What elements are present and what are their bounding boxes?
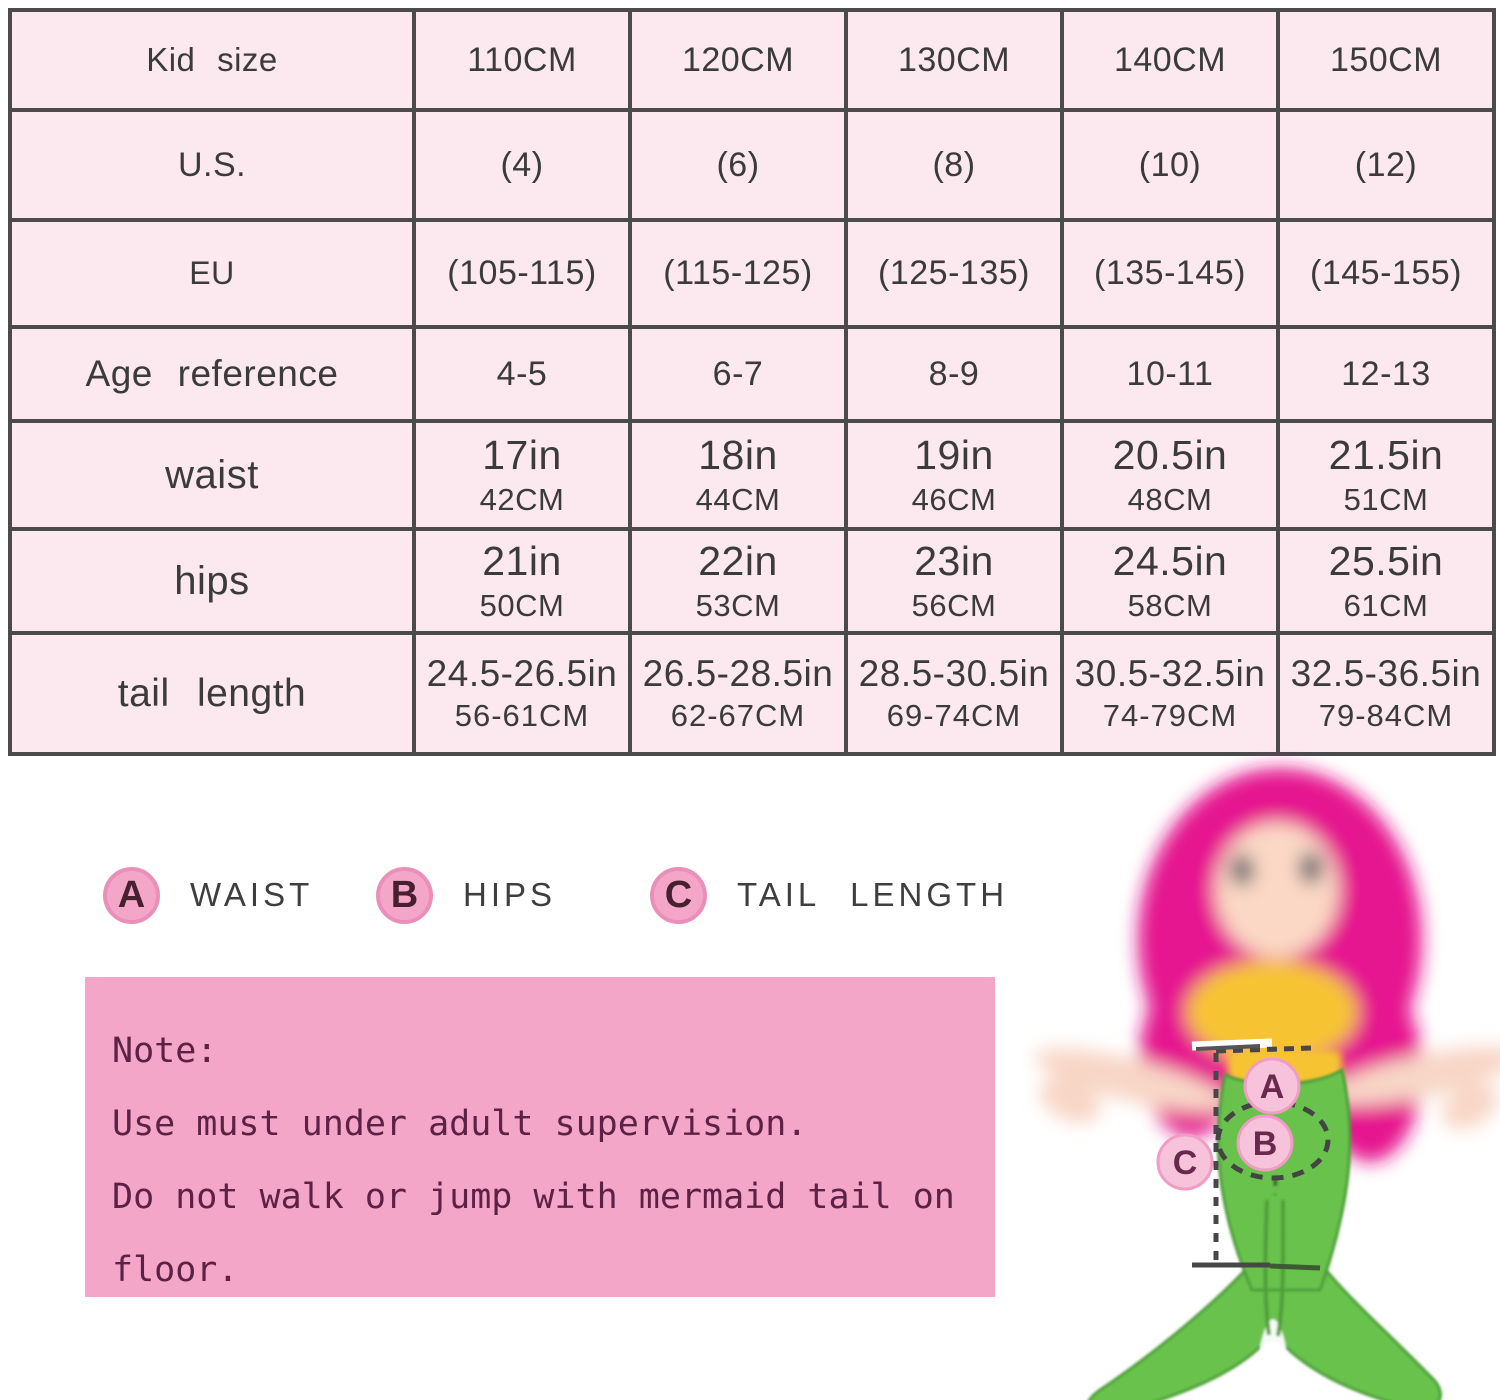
table-row [10, 10, 1494, 110]
table-row [10, 421, 1494, 529]
diagram-marker-b-letter: B [1252, 1125, 1278, 1163]
table-cell: (145-155) [1278, 220, 1494, 327]
legend-item-tail-length [650, 866, 1008, 924]
table-cell: 10-11 [1062, 327, 1278, 421]
legend-item-hips [376, 866, 556, 924]
table-cell: 26.5-28.5in 62-67CM [630, 633, 846, 754]
table-cell: (12) [1278, 110, 1494, 220]
table-cell: (115-125) [630, 220, 846, 327]
legend-label-hips: HIPS [463, 876, 557, 913]
note-line-1: Use must under adult supervision. [112, 1104, 808, 1144]
table-cell: 150CM [1278, 10, 1494, 110]
table-row [10, 220, 1494, 327]
table-cell: 22in 53CM [630, 529, 846, 633]
table-cell: 120CM [630, 10, 846, 110]
table-cell: 130CM [846, 10, 1062, 110]
row-label-text: U.S. [177, 145, 247, 184]
row-label [10, 110, 414, 220]
row-label [10, 327, 414, 421]
marker-a-badge: A [103, 867, 160, 924]
table-row [10, 633, 1494, 754]
row-label [10, 220, 414, 327]
table-cell: 12-13 [1278, 327, 1494, 421]
table-cell: 32.5-36.5in 79-84CM [1278, 633, 1494, 754]
table-cell: 21.5in 51CM [1278, 421, 1494, 529]
row-label [10, 421, 414, 529]
table-cell: 6-7 [630, 327, 846, 421]
row-label-text: EU [189, 255, 235, 291]
legend-label-waist: WAIST [190, 876, 314, 913]
table-row [10, 529, 1494, 633]
table-cell: 20.5in 48CM [1062, 421, 1278, 529]
table-cell: 21in 50CM [414, 529, 630, 633]
mermaid-measurement-diagram [1020, 750, 1500, 1400]
note-box [85, 977, 995, 1297]
table-cell: (10) [1062, 110, 1278, 220]
row-label [10, 633, 414, 754]
row-label [10, 529, 414, 633]
legend-label-tail-length: TAIL LENGTH [737, 876, 1009, 913]
table-cell: (125-135) [846, 220, 1062, 327]
table-cell: 18in 44CM [630, 421, 846, 529]
table-cell: 110CM [414, 10, 630, 110]
legend-item-waist [103, 866, 313, 924]
table-row [10, 327, 1494, 421]
table-cell: 23in 56CM [846, 529, 1062, 633]
row-label-text: Age reference [85, 353, 339, 394]
size-table [8, 8, 1496, 756]
row-label-text: Kid size [146, 41, 278, 78]
table-cell: (135-145) [1062, 220, 1278, 327]
table-cell: (8) [846, 110, 1062, 220]
row-label-text: tail length [117, 671, 307, 715]
table-cell: 19in 46CM [846, 421, 1062, 529]
row-label-text: waist [165, 452, 259, 497]
mermaid-right-eye [1299, 852, 1323, 884]
table-cell: 17in 42CM [414, 421, 630, 529]
table-row [10, 110, 1494, 220]
table-cell: (6) [630, 110, 846, 220]
mermaid-face [1215, 822, 1339, 958]
marker-b-badge: B [376, 867, 433, 924]
row-label [10, 10, 414, 110]
table-cell: 8-9 [846, 327, 1062, 421]
table-cell: 25.5in 61CM [1278, 529, 1494, 633]
table-cell: 30.5-32.5in 74-79CM [1062, 633, 1278, 754]
diagram-marker-a-letter: A [1259, 1068, 1285, 1106]
table-cell: 28.5-30.5in 69-74CM [846, 633, 1062, 754]
note-title: Note: [112, 1031, 218, 1071]
note-line-2: Do not walk or jump with mermaid tail on floor. [112, 1177, 955, 1290]
table-cell: 140CM [1062, 10, 1278, 110]
table-cell: (4) [414, 110, 630, 220]
table-cell: 4-5 [414, 327, 630, 421]
marker-c-badge: C [650, 867, 707, 924]
mermaid-left-eye [1230, 854, 1254, 886]
diagram-marker-c-letter: C [1172, 1144, 1198, 1182]
table-cell: 24.5-26.5in 56-61CM [414, 633, 630, 754]
row-label-text: hips [174, 558, 250, 603]
tail-length-bottom-extension [1270, 1266, 1320, 1268]
table-cell: 24.5in 58CM [1062, 529, 1278, 633]
table-cell: (105-115) [414, 220, 630, 327]
